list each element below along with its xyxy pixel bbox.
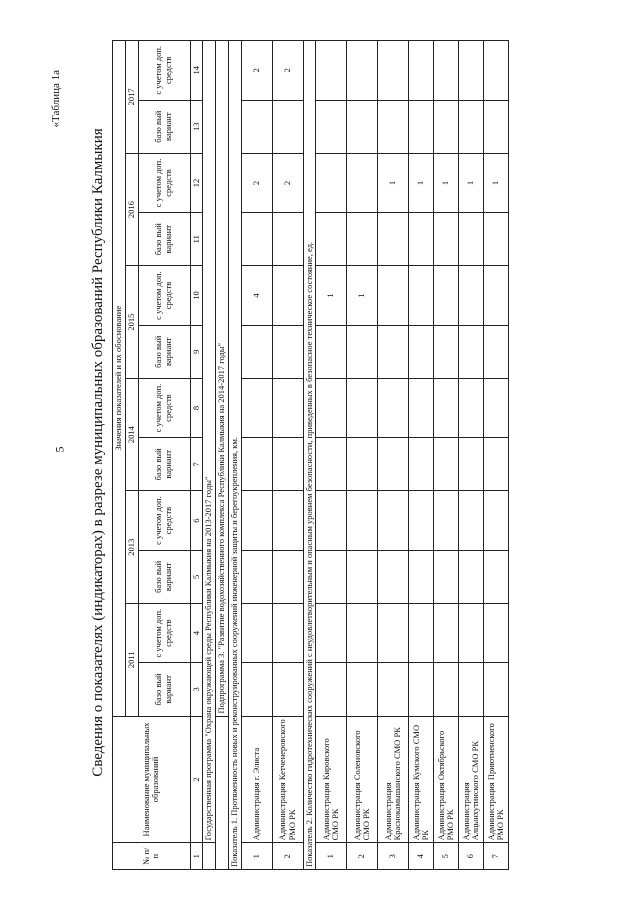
table-label: «Таблица 1а [50,70,62,128]
table-row [484,41,509,870]
header-year: 2014 [125,378,138,491]
header-base: базо вый вариант [138,213,190,266]
value-2016-extra: 1 [378,153,409,212]
program-row: Государственная программа "Охрана окружающей среды Республики Калмыкия на 2013-2017 годы" [203,41,216,843]
header-year: 2011 [125,603,138,716]
header-base: базо вый вариант [138,550,190,603]
value-2017-extra [316,41,347,101]
value-2017-extra: 2 [272,41,303,101]
col-number: 10 [190,266,203,325]
header-year: 2016 [125,153,138,266]
header-extra: с учетом доп. средств [138,41,190,101]
row-name: Администрация Кетченеровского РМО РК [272,716,303,843]
row-name: Администрация Соленовского СМО РК [347,716,378,843]
indicator2-row: Показатель 2. Количество гидротехнических сооружений с неудовлетворительным и опасным уровнем безопасности, приведенных в безопасное техническое состояние, ед. [303,41,316,870]
row-num: 1 [316,843,347,870]
header-extra: с учетом доп. средств [138,603,190,662]
value-2017-extra [484,41,509,101]
value-2015-extra: 1 [347,266,378,325]
value-2015-extra [459,266,484,325]
col-number: 3 [190,663,203,716]
value-2017-extra [378,41,409,101]
table-row [347,41,378,870]
value-2016-extra [316,153,347,212]
header-num: № п/п [113,843,191,870]
header-base: базо вый вариант [138,438,190,491]
value-2015-extra: 1 [316,266,347,325]
col-number: 12 [190,153,203,212]
row-name: Администрация Октябрьского РМО РК [434,716,459,843]
row-name: Администрация Краснокамышанского СМО РК [378,716,409,843]
value-2016-extra [347,153,378,212]
row-name: Администрация г. Элиста [241,716,272,843]
header-base: базо вый вариант [138,100,190,153]
value-2015-extra [484,266,509,325]
col-number: 4 [190,603,203,662]
row-num: 4 [409,843,434,870]
table-row [241,41,272,870]
header-group: Значения показателей и их обоснование [113,41,126,717]
indicators-table [112,40,509,870]
value-2016-extra: 1 [484,153,509,212]
col-number: 1 [190,843,203,870]
row-num: 2 [347,843,378,870]
header-base: базо вый вариант [138,325,190,378]
header-extra: с учетом доп. средств [138,378,190,437]
row-num: 7 [484,843,509,870]
value-2015-extra [434,266,459,325]
value-2017-extra: 2 [241,41,272,101]
header-extra: с учетом доп. средств [138,266,190,325]
page-number: 5 [52,446,67,453]
header-extra: с учетом доп. средств [138,491,190,550]
value-2017-extra [459,41,484,101]
indicator1-row: Показатель 1. Протяженность новых и реконструированных сооружений инженерной защиты и берегоукрепления, км. [228,41,241,870]
row-name: Администрация Кировского СМО РК [316,716,347,843]
col-number: 11 [190,213,203,266]
value-2016-extra: 2 [272,153,303,212]
col-number: 9 [190,325,203,378]
table-row [316,41,347,870]
value-2015-extra [272,266,303,325]
header-name: Наименование муниципальных образований [113,716,191,843]
table-row [459,41,484,870]
value-2015-extra [378,266,409,325]
value-2016-extra: 1 [409,153,434,212]
value-2017-extra [409,41,434,101]
header-year: 2013 [125,491,138,604]
row-num: 2 [272,843,303,870]
header-base: базо вый вариант [138,663,190,716]
col-number: 2 [190,716,203,843]
value-2017-extra [347,41,378,101]
col-number: 6 [190,491,203,550]
table-row [378,41,409,870]
col-number: 13 [190,100,203,153]
value-2016-extra: 2 [241,153,272,212]
table-row [409,41,434,870]
table-row [272,41,303,870]
table-row [434,41,459,870]
header-year: 2015 [125,266,138,379]
row-name: Администрация Алцынхутинского СМО РК [459,716,484,843]
header-extra: с учетом доп. средств [138,153,190,212]
value-2016-extra: 1 [434,153,459,212]
col-number: 14 [190,41,203,101]
value-2016-extra: 1 [459,153,484,212]
row-num: 3 [378,843,409,870]
row-name: Администрация Кумского СМО РК [409,716,434,843]
value-2015-extra [409,266,434,325]
subprogram-row: Подпрограмма 3. "Развитие водохозяйственного комплекса Республики Калмыкия на 2014-2017 годы" [216,41,229,717]
col-number: 7 [190,438,203,491]
row-num: 1 [241,843,272,870]
value-2017-extra [434,41,459,101]
row-num: 5 [434,843,459,870]
value-2015-extra: 4 [241,266,272,325]
header-year: 2017 [125,41,138,154]
row-name: Администрация Приютненского РМО РК [484,716,509,843]
row-num: 6 [459,843,484,870]
document-title: Сведения о показателях (индикаторах) в разрезе муниципальных образований Республики Калмыкия [90,128,106,777]
col-number: 8 [190,378,203,437]
col-number: 5 [190,550,203,603]
